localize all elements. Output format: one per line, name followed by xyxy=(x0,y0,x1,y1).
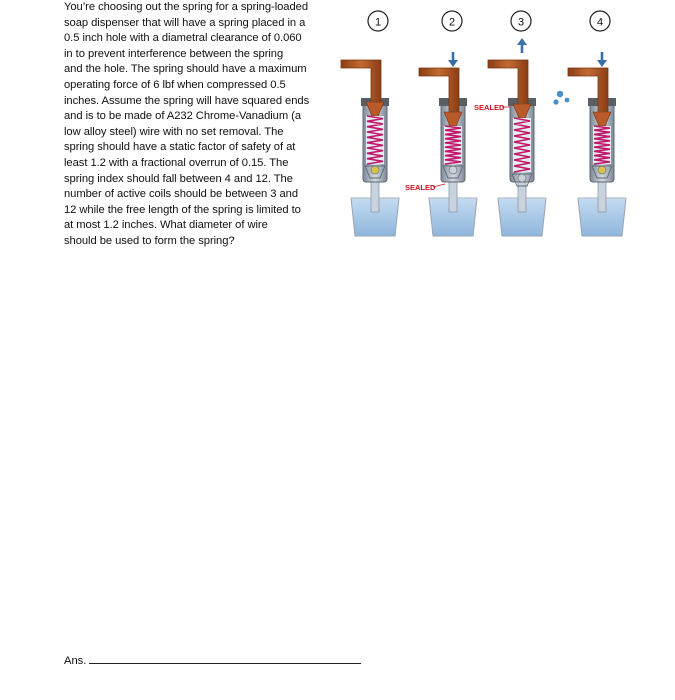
problem-line: spring should have a static factor of safety of at xyxy=(64,141,296,154)
dispenser-unit xyxy=(341,60,399,236)
check-ball xyxy=(598,166,606,174)
dispenser-unit xyxy=(568,68,626,236)
problem-line: operating force of 6 lbf when compressed 0.5 xyxy=(64,78,286,91)
check-ball xyxy=(371,166,379,174)
answer-area xyxy=(64,652,361,667)
check-ball xyxy=(518,174,526,182)
problem-line: inches. Assume the spring will have squared ends xyxy=(64,94,310,107)
sealed-label: SEALED xyxy=(405,183,436,192)
arrow-up-icon xyxy=(517,38,527,45)
problem-line: low alloy steel) wire with no set removal. The xyxy=(64,125,284,138)
arrow-down-icon xyxy=(448,60,458,67)
problem-line: number of active coils should be between 3 and xyxy=(64,188,299,201)
arrow-down-icon xyxy=(597,60,607,67)
problem-line: should be used to form the spring? xyxy=(64,234,235,247)
problem-line: in to prevent interference between the spring xyxy=(64,47,284,60)
soap-droplet xyxy=(557,91,563,97)
problem-line: at most 1.2 inches. What diameter of wire xyxy=(64,219,268,232)
soap-dispenser-figure xyxy=(340,6,640,241)
stage-number: 2 xyxy=(448,16,456,29)
soap-droplet xyxy=(565,98,570,103)
nozzle xyxy=(488,60,528,104)
stage-number: 3 xyxy=(517,16,525,29)
nozzle xyxy=(341,60,381,104)
sealed-label: SEALED xyxy=(474,103,505,112)
soap-droplet xyxy=(553,99,558,104)
dispenser-unit xyxy=(488,60,546,236)
problem-line: spring index should fall between 4 and 12. The xyxy=(64,172,293,185)
problem-line: 0.5 inch hole with a diametral clearance of 0.060 xyxy=(64,32,302,45)
answer-label: Ans. xyxy=(64,655,87,667)
stage-number: 1 xyxy=(374,16,382,29)
problem-line: soap dispenser that will have a spring placed in a xyxy=(64,16,306,29)
answer-blank-line[interactable] xyxy=(89,652,361,664)
problem-line: and is to be made of A232 Chrome-Vanadium (a xyxy=(64,110,302,123)
stage-numbers xyxy=(368,11,610,31)
check-ball xyxy=(449,166,457,174)
dispenser-unit xyxy=(419,68,477,236)
problem-line: and the hole. The spring should have a maximum xyxy=(64,63,307,76)
problem-statement xyxy=(64,0,326,250)
problem-line: You’re choosing out the spring for a spring-loaded xyxy=(64,1,308,13)
problem-line: 12 while the free length of the spring is limited to xyxy=(64,203,301,216)
stage-number: 4 xyxy=(596,16,604,29)
problem-line: least 1.2 with a fractional overrun of 0.15. The xyxy=(64,156,289,169)
